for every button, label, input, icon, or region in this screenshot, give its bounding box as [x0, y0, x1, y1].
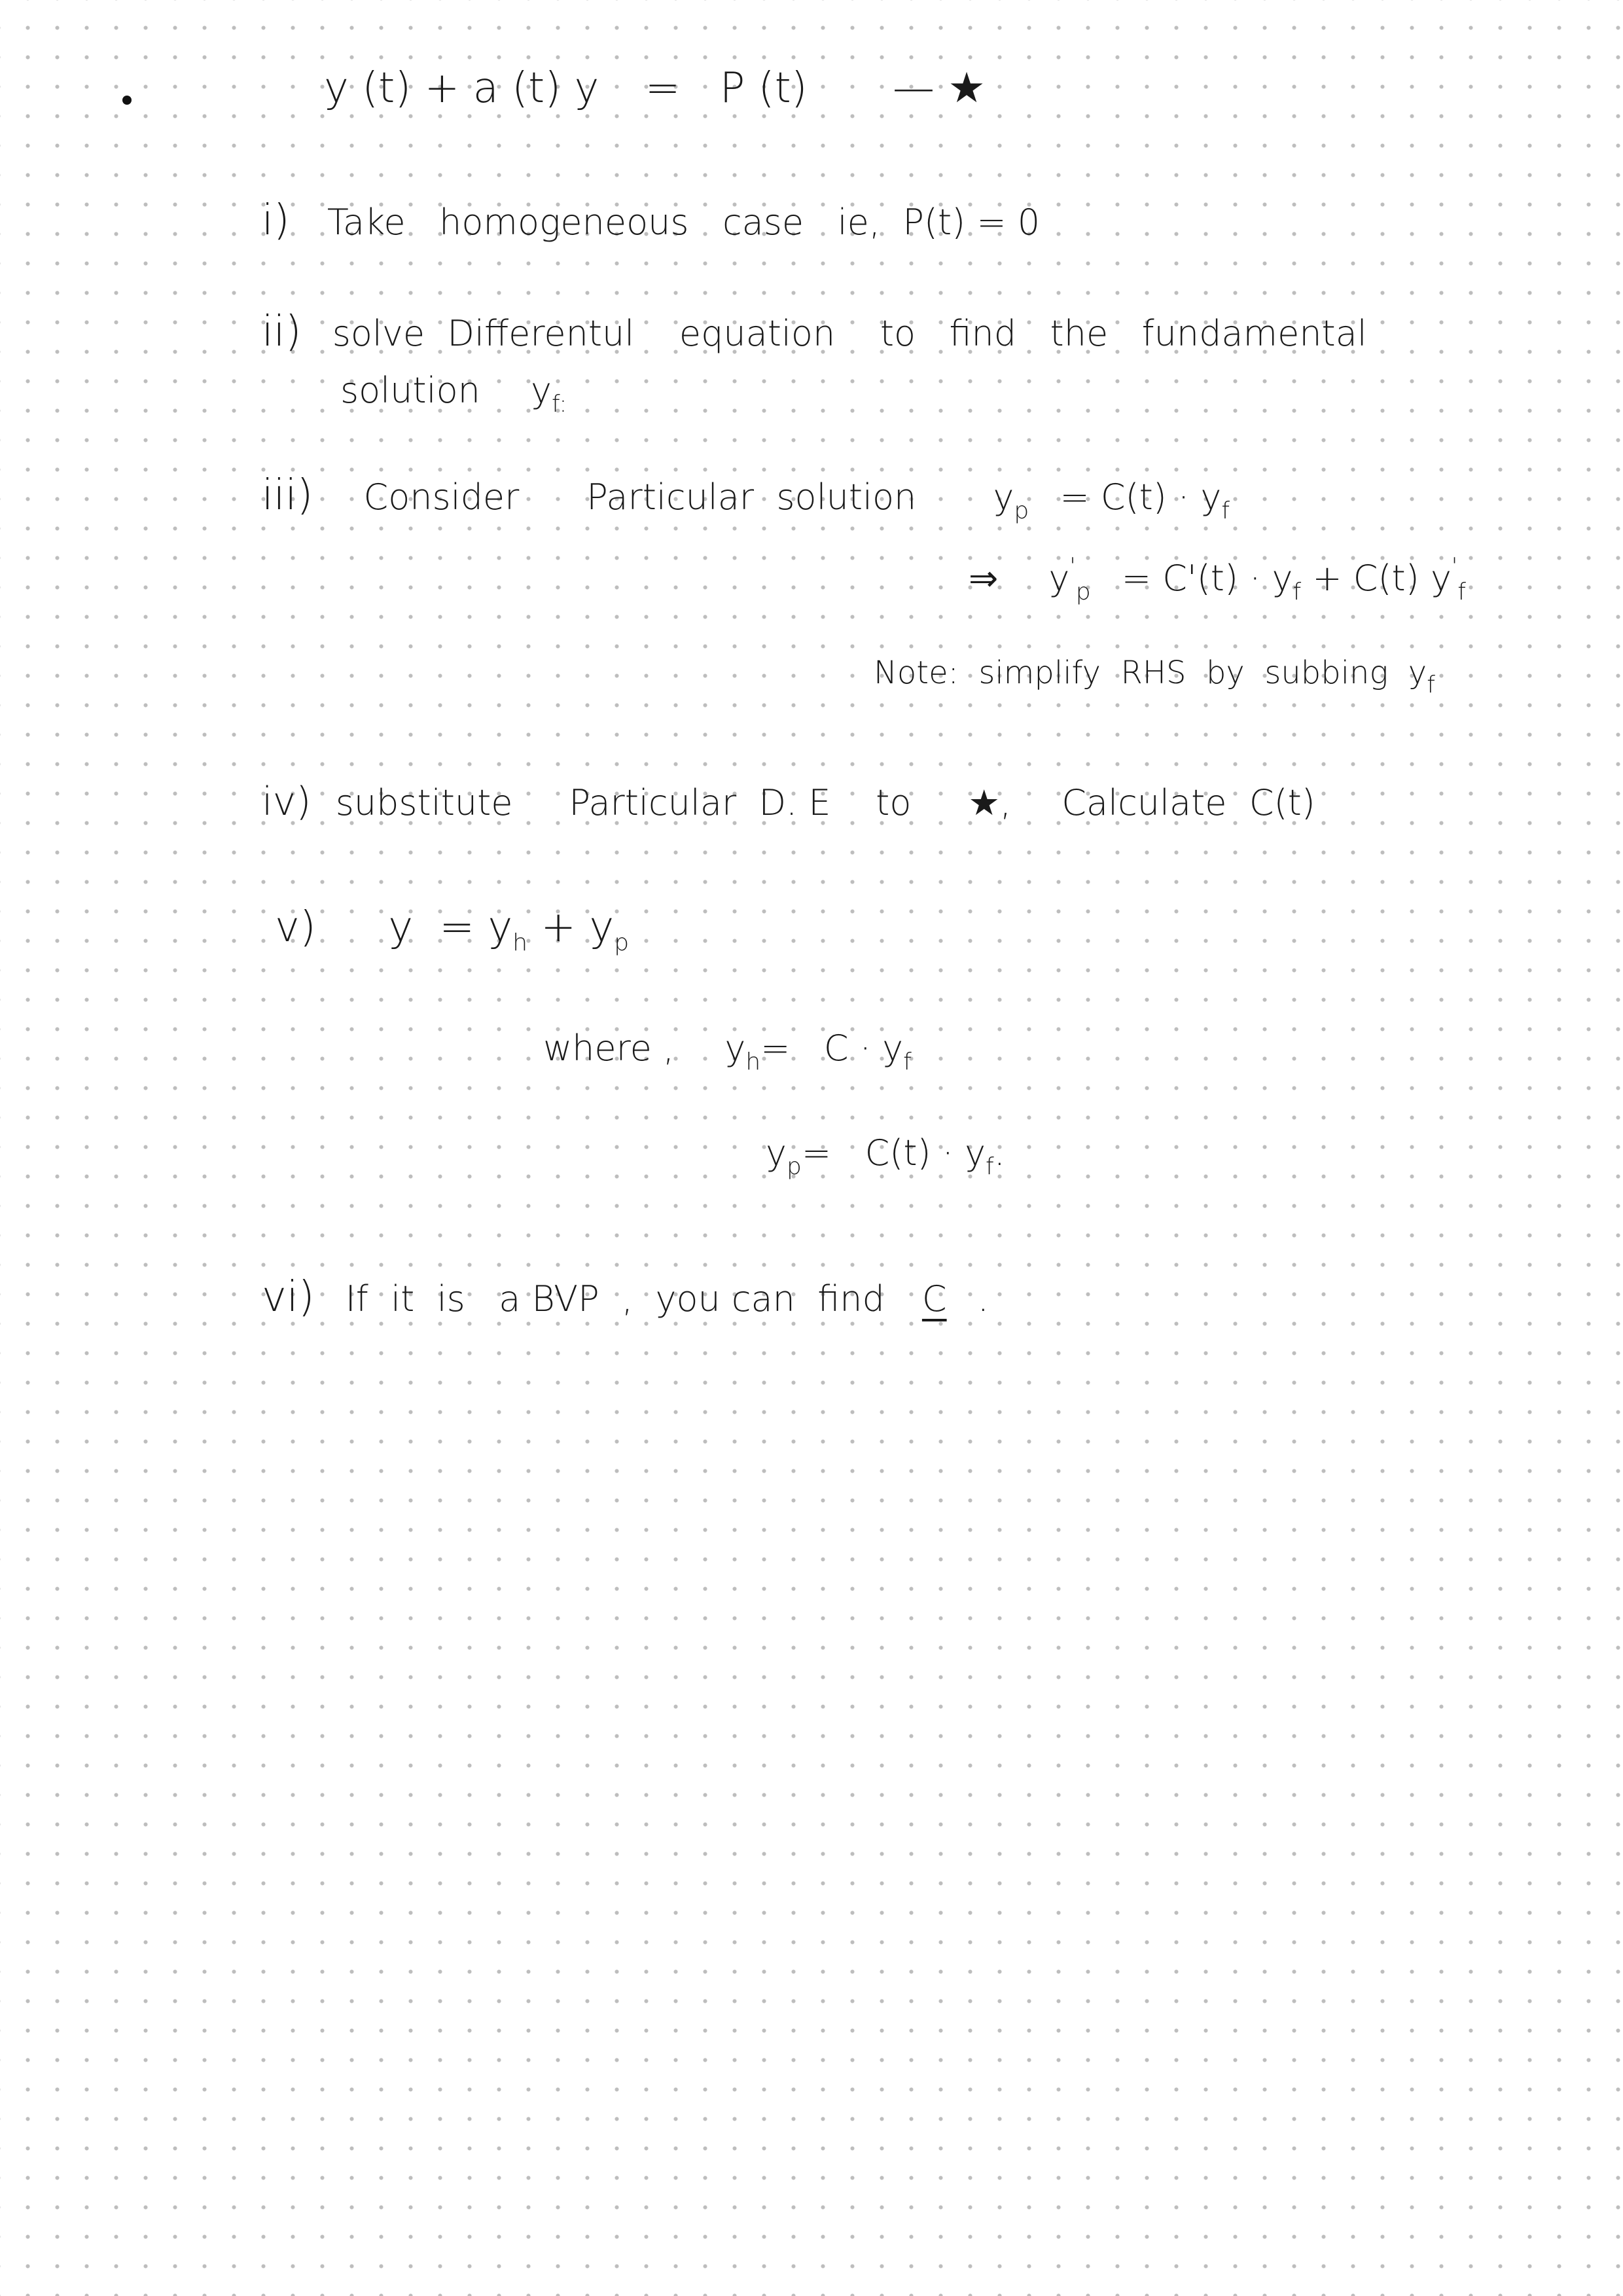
equation-rhs: P (t) [719, 64, 808, 113]
step-1 [262, 196, 1040, 245]
step-5-number: v) [275, 903, 316, 952]
note-text: Note: simplify RHS by subbing y [874, 655, 1427, 691]
step-2-solution-label: solution [340, 370, 480, 411]
step-2-line-2 [340, 370, 567, 418]
yn-def: $y_h= C \cdot y_f$ [724, 1028, 912, 1075]
main-equation [324, 64, 986, 113]
yp-def: $y_p= C(t) \cdot y_f$. [766, 1132, 1005, 1180]
step-6-end: . [977, 1278, 989, 1319]
step-2-var: $y_{f:}$ [531, 370, 567, 418]
step-6-c: C [921, 1278, 947, 1319]
step-2-text: solve Differentul equation to find the fundamental [332, 313, 1367, 354]
step-3-derivative [969, 553, 1466, 605]
step-2-line-1 [262, 308, 1367, 356]
step-3-text: Consider Particular solution [363, 476, 917, 518]
star-marker: — ★ [893, 64, 986, 113]
implies-arrow: ⇒ [969, 558, 999, 599]
star-icon: ★, [968, 782, 1012, 823]
note-sub: f [1427, 672, 1435, 698]
step-4-tail: Calculate C(t) [1061, 782, 1315, 823]
step-6-text: If it is a BVP , you can find [345, 1278, 885, 1319]
equation-equals: = [645, 64, 681, 113]
step-1-number: i) [262, 196, 290, 245]
equation-lhs: y (t) + a (t) y [324, 64, 599, 113]
step-6-number: vi) [262, 1273, 315, 1321]
bullet-dot [122, 96, 132, 105]
derivative-lhs: $y'_p$ [1048, 553, 1091, 605]
step-5-where [543, 1028, 912, 1075]
where-label: where , [543, 1028, 675, 1069]
derivative-rhs: = $C'(t) \cdot y_f + C(t)$ $y'_f$ [1121, 553, 1466, 605]
step-5 [275, 903, 629, 956]
step-3-yp: $y_p$ [993, 476, 1029, 524]
step-6 [262, 1273, 989, 1321]
step-3 [262, 471, 1230, 524]
step-4-text: substitute Particular D. E to [335, 782, 912, 823]
step-5-yp-def [766, 1132, 1005, 1180]
step-2-number: ii) [262, 308, 302, 356]
step-1-text: Take homogeneous case ie, P(t) = 0 [327, 202, 1041, 243]
step-5-eq: = $y_h + y_p$ [439, 903, 630, 956]
step-4-number: iv) [262, 779, 312, 825]
step-5-y: y [388, 903, 414, 952]
step-3-number: iii) [262, 471, 313, 520]
note [874, 655, 1435, 698]
step-4 [262, 779, 1315, 825]
step-3-yp-rhs: = $C(t) \cdot y_f$ [1060, 476, 1230, 524]
